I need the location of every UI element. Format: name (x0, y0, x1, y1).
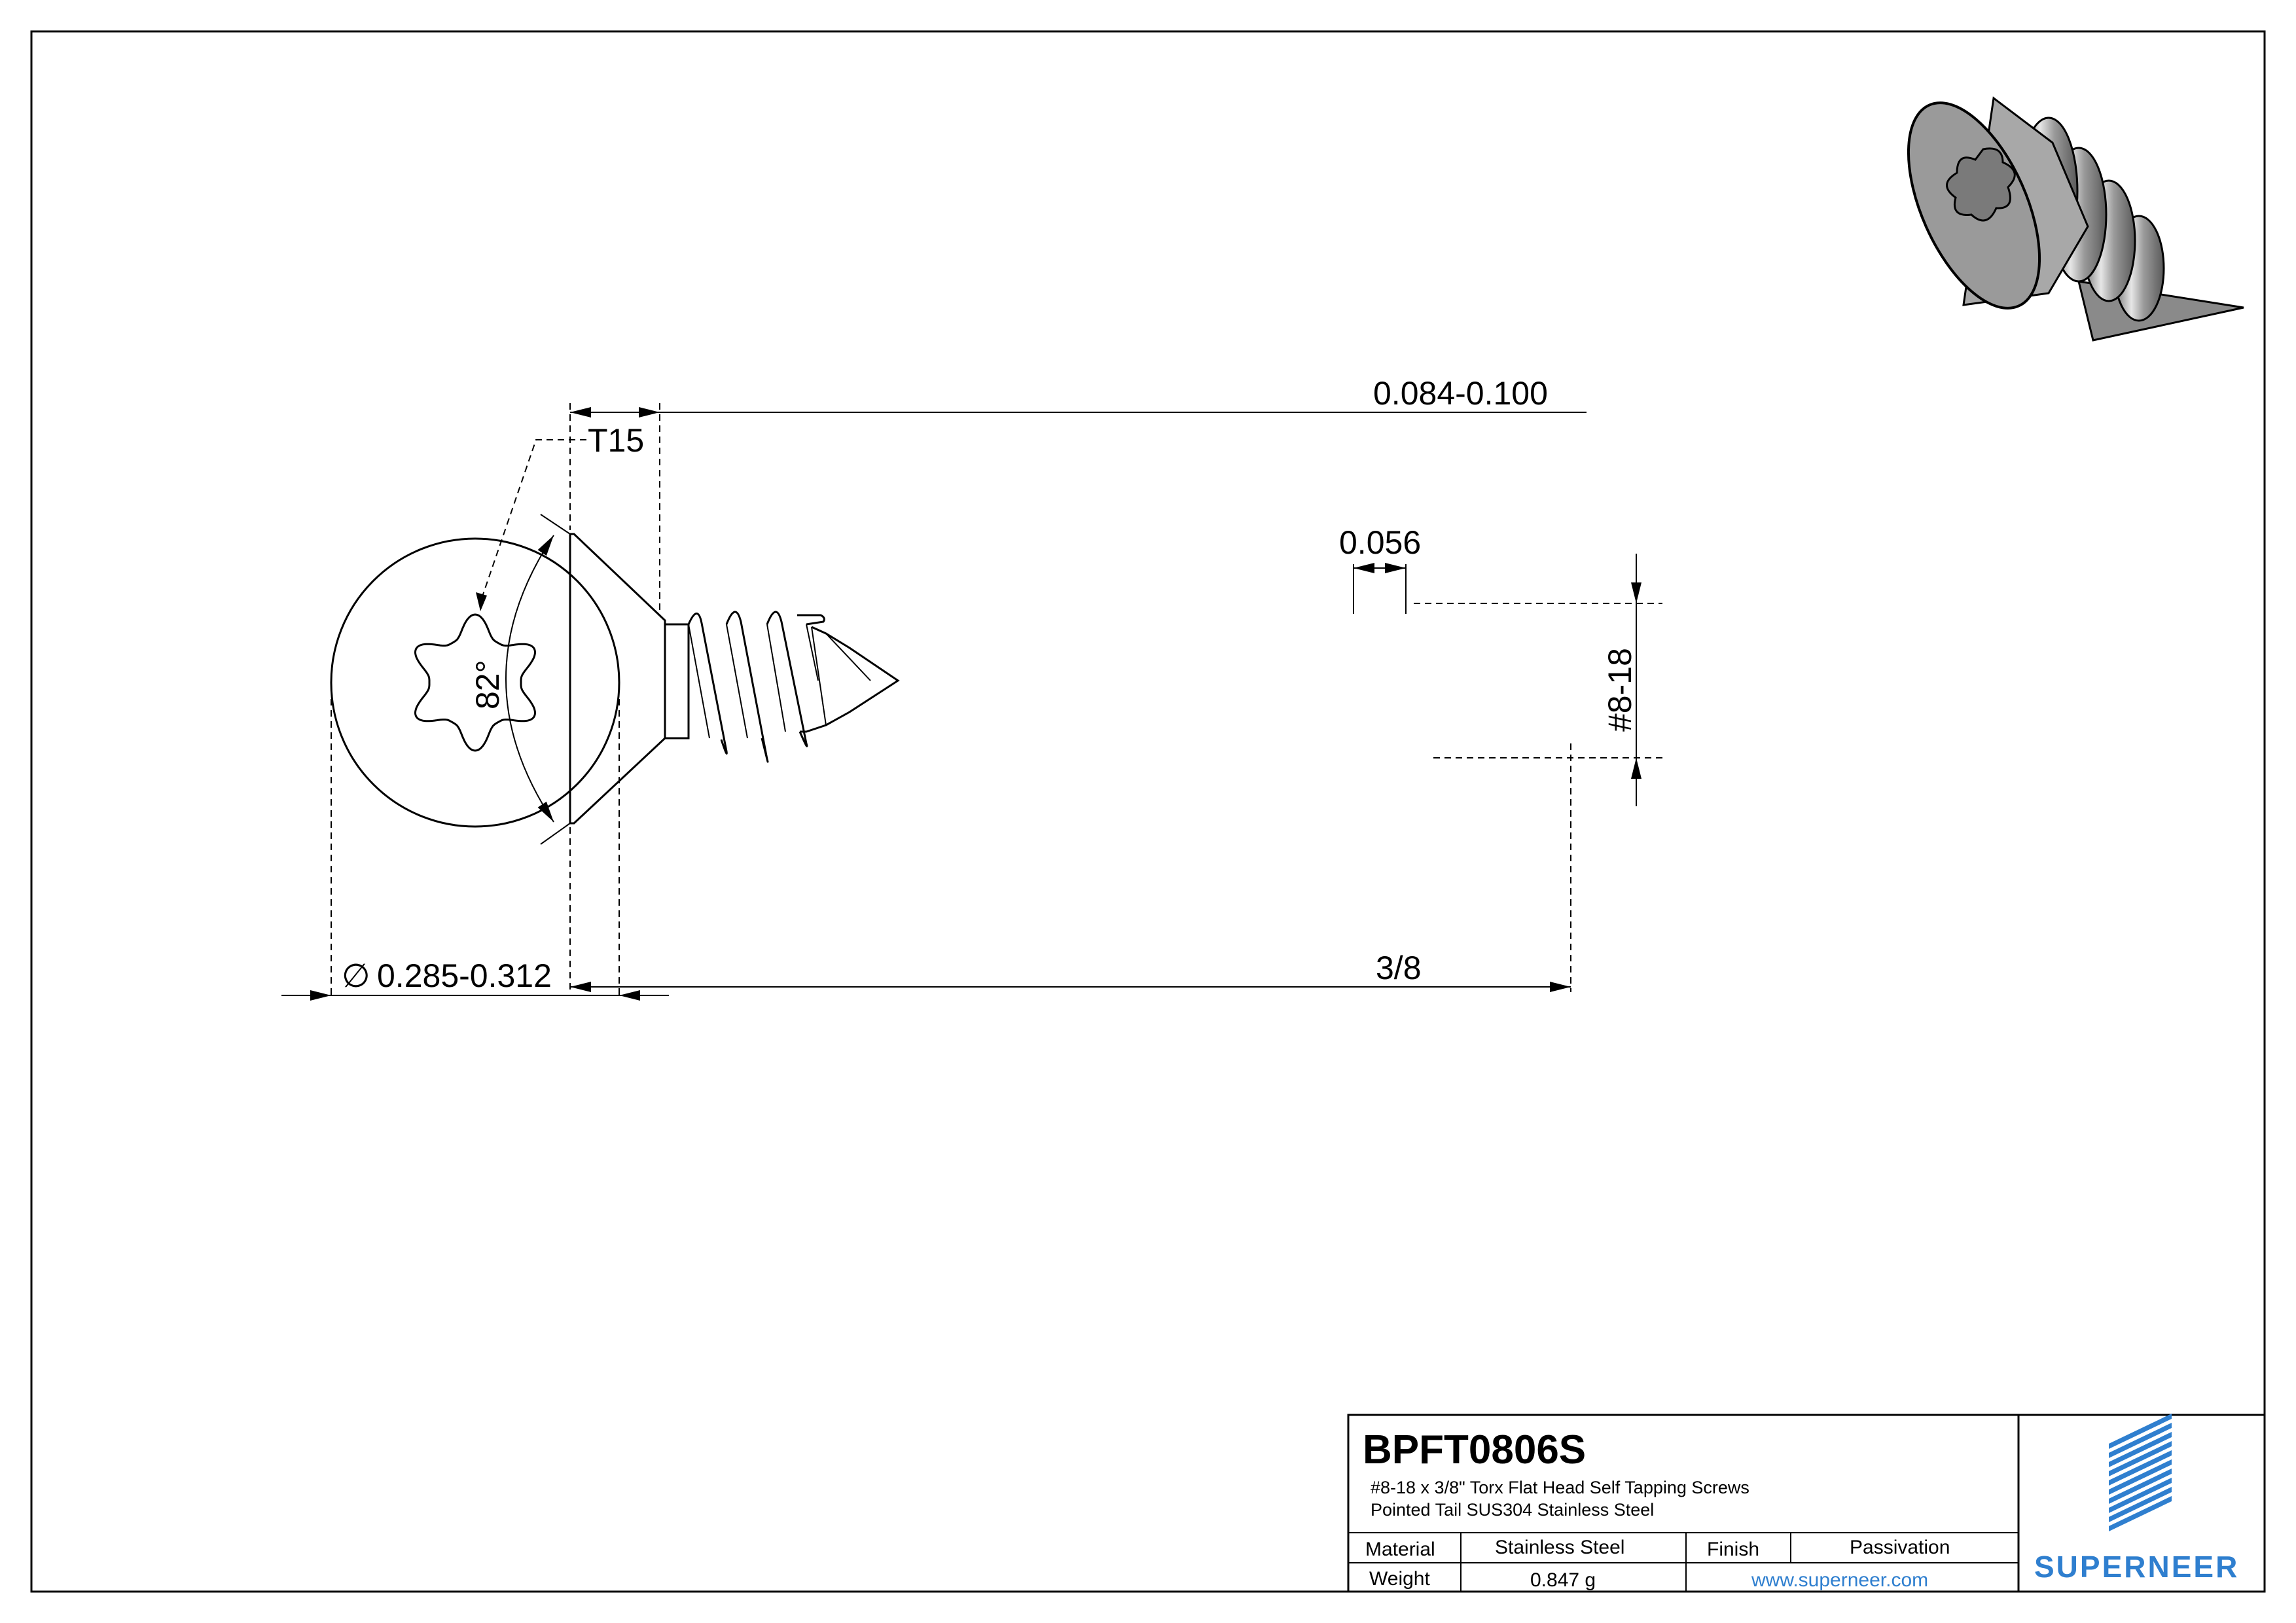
weight-value: 0.847 g (1530, 1569, 1596, 1591)
description-line-2: Pointed Tail SUS304 Stainless Steel (1371, 1500, 1655, 1520)
finish-value: Passivation (1850, 1537, 1950, 1558)
drive-label: T15 (588, 422, 645, 459)
diameter-symbol: ∅ (342, 957, 370, 994)
thread-3-root (767, 624, 785, 732)
weight-label: Weight (1369, 1568, 1430, 1590)
material-label: Material (1365, 1539, 1435, 1560)
length-label: 3/8 (1376, 950, 1422, 986)
thread-4 (797, 615, 824, 624)
angle-extension-top (541, 514, 570, 534)
angle-arc (506, 535, 554, 822)
thread-label: #8-18 (1602, 648, 1638, 732)
drive-leader-arrow (476, 592, 487, 611)
finish-label: Finish (1707, 1539, 1760, 1560)
screw-head (570, 534, 665, 823)
part-number: BPFT0806S (1363, 1427, 1587, 1472)
stripes-logo-icon (2109, 1414, 2172, 1531)
angle-extension-bottom (541, 823, 570, 844)
description-line-1: #8-18 x 3/8" Torx Flat Head Self Tapping Screws (1371, 1478, 1749, 1497)
angle-label: 82° (469, 660, 506, 709)
tip-edge (812, 627, 826, 725)
front-view (281, 422, 669, 999)
website-link[interactable]: www.superneer.com (1751, 1569, 1929, 1591)
brand-name: SUPERNEER (2034, 1550, 2240, 1584)
thread-1 (689, 613, 726, 753)
thread-3 (767, 612, 807, 746)
thread-2 (726, 612, 768, 762)
screw-shank (665, 624, 689, 738)
side-view (469, 375, 1662, 992)
head-height-label: 0.084-0.100 (1373, 375, 1548, 412)
sheet-border (31, 31, 2265, 1592)
material-value: Stainless Steel (1495, 1537, 1625, 1558)
pitch-label: 0.056 (1339, 524, 1422, 561)
diameter-label: 0.285-0.312 (377, 957, 552, 994)
screw-3d-render-icon (1882, 84, 2244, 340)
thread-1-root (689, 624, 709, 738)
title-block (1348, 1414, 2265, 1592)
